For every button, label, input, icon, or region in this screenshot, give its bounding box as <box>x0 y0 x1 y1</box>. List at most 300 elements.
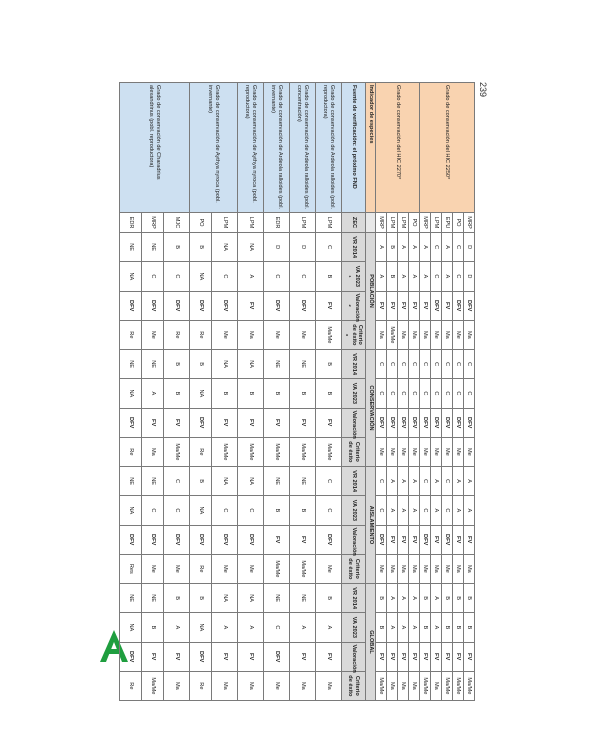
table-cell: C <box>376 467 387 496</box>
table-cell: B <box>464 613 475 642</box>
table-cell: C <box>316 467 342 496</box>
table-cell: NA <box>120 613 142 642</box>
table-cell: DFV <box>453 408 464 437</box>
table-cell: FV <box>420 642 431 671</box>
table-cell: C <box>212 496 238 525</box>
table-header-row <box>366 83 376 701</box>
table-cell: FV <box>409 525 420 554</box>
table-cell: NE <box>120 350 142 379</box>
table-cell: A <box>398 233 409 262</box>
zec-cell: PO <box>190 213 212 233</box>
column-heading: VA 2023 <box>342 613 366 642</box>
table-cell: B <box>164 233 190 262</box>
table-cell: NE <box>142 350 164 379</box>
zec-cell: EPU <box>442 213 453 233</box>
table-cell: NE <box>264 584 290 613</box>
zec-cell: LPM <box>398 213 409 233</box>
table-cell: DFV <box>420 408 431 437</box>
table-cell: C <box>442 379 453 408</box>
zec-cell: MRP <box>376 213 387 233</box>
zec-cell: MRP <box>142 213 164 233</box>
table-cell: C <box>453 350 464 379</box>
table-cell: Me <box>238 554 264 583</box>
column-heading: Valoración ₂ <box>342 291 366 320</box>
table-cell: Ma/Me <box>420 671 431 700</box>
table-cell: A <box>409 262 420 291</box>
table-cell: Ma/Me <box>264 554 290 583</box>
aislamiento-heading: AISLAMIENTO <box>366 467 376 584</box>
table-cell: Me <box>431 320 442 349</box>
table-cell: DFV <box>164 291 190 320</box>
table-cell: DFV <box>264 642 290 671</box>
table-cell: FV <box>164 642 190 671</box>
table-cell: NA <box>212 350 238 379</box>
table-cell: A <box>420 233 431 262</box>
column-heading: Criterio de éxito <box>342 554 366 583</box>
row-label: Grado de conservación del HIC 2270* <box>376 83 420 213</box>
table-cell: DFV <box>120 291 142 320</box>
table-cell: FV <box>238 291 264 320</box>
table-cell: C <box>387 350 398 379</box>
species-label: Grado de conservación de Ardeola ralloides (pobl. concentración) <box>290 83 316 213</box>
table-cell: A <box>316 613 342 642</box>
table-cell: Ma <box>316 671 342 700</box>
table-cell: A <box>290 613 316 642</box>
table-cell: Ma/Me <box>316 437 342 466</box>
table-cell: Ma/Me <box>290 554 316 583</box>
table-cell: A <box>464 496 475 525</box>
table-cell: Ma <box>398 671 409 700</box>
table-cell: DFV <box>431 408 442 437</box>
table-cell: A <box>376 233 387 262</box>
table-cell: Me <box>376 437 387 466</box>
conservacion-heading: CONSERVACIÓN <box>366 350 376 467</box>
table-cell: Ma/Me <box>142 671 164 700</box>
table-cell: Me <box>398 437 409 466</box>
table-cell: Me <box>387 437 398 466</box>
table-cell: FV <box>290 525 316 554</box>
table-row <box>212 83 238 701</box>
table-cell: B <box>316 350 342 379</box>
zec-cell: EDR <box>120 213 142 233</box>
table-cell: DFV <box>376 408 387 437</box>
table-cell: FV <box>409 291 420 320</box>
table-cell: Ma <box>453 554 464 583</box>
table-cell: Me <box>264 320 290 349</box>
table-cell: NE <box>290 350 316 379</box>
table-cell: FV <box>420 291 431 320</box>
species-label: Grado de conservación de Aythya nyroca (pobl. reproductora) <box>238 83 264 213</box>
table-cell: Ma/Me <box>164 437 190 466</box>
table-cell: C <box>409 379 420 408</box>
table-cell: Me <box>442 437 453 466</box>
zec-cell: MJC <box>164 213 190 233</box>
table-cell: C <box>420 350 431 379</box>
table-cell: NA <box>190 379 212 408</box>
table-cell: B <box>238 379 264 408</box>
table-cell: FV <box>164 408 190 437</box>
page-number: 239 <box>478 82 488 98</box>
table-cell: C <box>164 496 190 525</box>
table-cell: FV <box>387 291 398 320</box>
table-cell: C <box>409 350 420 379</box>
table-cell: B <box>453 584 464 613</box>
global-heading: GLOBAL <box>366 584 376 701</box>
table-cell: Ma <box>431 671 442 700</box>
table-cell: FV <box>376 642 387 671</box>
table-cell: A <box>409 233 420 262</box>
table-cell: Ma/Me <box>464 671 475 700</box>
zec-cell: MRP <box>420 213 431 233</box>
table-cell: NA <box>238 467 264 496</box>
table-cell: A <box>398 467 409 496</box>
row-label: Grado de conservación del HIC 2250* <box>420 83 475 213</box>
table-cell: Re <box>120 437 142 466</box>
table-cell: B <box>212 379 238 408</box>
table-cell: Ma/Me <box>212 437 238 466</box>
table-cell: A <box>398 584 409 613</box>
column-heading: Criterio de éxito <box>342 671 366 700</box>
table-cell: Ma <box>212 671 238 700</box>
table-cell: C <box>316 233 342 262</box>
table-cell: Ma/Me <box>376 671 387 700</box>
column-heading: VR 2014 <box>342 467 366 496</box>
table-cell: C <box>142 496 164 525</box>
rotated-table-container <box>127 82 475 700</box>
column-heading: VA 2023 <box>342 379 366 408</box>
table-cell: C <box>420 379 431 408</box>
table-cell: A <box>212 613 238 642</box>
table-cell: NE <box>264 467 290 496</box>
table-cell: A <box>376 262 387 291</box>
zec-cell: LPM <box>212 213 238 233</box>
table-cell: C <box>464 379 475 408</box>
table-cell: Re <box>190 554 212 583</box>
table-cell: B <box>290 496 316 525</box>
table-cell: Ma <box>238 320 264 349</box>
table-cell: C <box>290 262 316 291</box>
table-cell: DFV <box>142 525 164 554</box>
table-row <box>290 83 316 701</box>
zec-cell: LPM <box>290 213 316 233</box>
table-cell: B <box>190 584 212 613</box>
table-cell: Me <box>464 437 475 466</box>
column-heading: Valoración <box>342 525 366 554</box>
table-cell: C <box>164 467 190 496</box>
table-cell: C <box>376 379 387 408</box>
column-heading: Criterio de éxito ₃ <box>342 320 366 349</box>
table-cell: C <box>164 262 190 291</box>
table-cell: Ma <box>238 671 264 700</box>
table-cell: D <box>290 233 316 262</box>
table-cell: Me <box>142 320 164 349</box>
table-cell: C <box>142 262 164 291</box>
table-cell: FV <box>212 408 238 437</box>
table-cell: NE <box>290 467 316 496</box>
table-cell: FV <box>238 642 264 671</box>
poblacion-heading: POBLACIÓN <box>366 233 376 350</box>
table-cell: NE <box>264 350 290 379</box>
table-cell: A <box>409 613 420 642</box>
table-cell: NE <box>142 233 164 262</box>
table-cell: C <box>398 350 409 379</box>
table-cell: B <box>376 613 387 642</box>
table-cell: Me <box>264 671 290 700</box>
table-cell: D <box>464 262 475 291</box>
column-heading: VR 2014 <box>342 584 366 613</box>
table-cell: C <box>387 379 398 408</box>
table-cell: DFV <box>420 525 431 554</box>
table-cell: DFV <box>387 408 398 437</box>
table-cell: B <box>442 584 453 613</box>
table-cell: DFV <box>316 525 342 554</box>
table-cell: Ma <box>431 554 442 583</box>
table-cell: A <box>398 613 409 642</box>
table-cell: DFV <box>409 408 420 437</box>
table-cell: DFV <box>431 291 442 320</box>
table-cell: DFV <box>453 291 464 320</box>
table-cell: NA <box>190 496 212 525</box>
zec-cell: MRP <box>464 213 475 233</box>
table-cell: Re <box>190 671 212 700</box>
table-cell: FV <box>290 408 316 437</box>
table-cell: DFV <box>120 525 142 554</box>
table-cell: NA <box>238 350 264 379</box>
table-cell: NA <box>190 262 212 291</box>
table-cell: Ma <box>409 671 420 700</box>
column-heading: Valoración <box>342 408 366 437</box>
table-cell: A <box>431 613 442 642</box>
table-cell: NA <box>238 233 264 262</box>
table-cell: DFV <box>238 525 264 554</box>
table-cell: B <box>316 379 342 408</box>
table-cell: Ma <box>398 554 409 583</box>
table-cell: A <box>431 467 442 496</box>
table-cell: Ma/Me <box>290 437 316 466</box>
table-cell: Ma <box>142 437 164 466</box>
table-cell: B <box>442 613 453 642</box>
table-cell: C <box>431 379 442 408</box>
table-cell: DFV <box>442 525 453 554</box>
table-cell: Me <box>212 320 238 349</box>
table-cell: DFV <box>264 291 290 320</box>
table-row <box>464 83 475 701</box>
table-cell: A <box>442 233 453 262</box>
column-heading: VA 2023 ₁ <box>342 262 366 291</box>
table-cell: NA <box>120 262 142 291</box>
table-cell: B <box>316 262 342 291</box>
table-cell: DFV <box>398 408 409 437</box>
species-label: Grado de conservación de Ardeola ralloides (pobl. reproductora) <box>316 83 342 213</box>
table-cell: FV <box>398 642 409 671</box>
table-cell: B <box>316 584 342 613</box>
table-cell: A <box>164 613 190 642</box>
table-cell: C <box>238 496 264 525</box>
table-cell: A <box>409 584 420 613</box>
table-cell: DFV <box>164 525 190 554</box>
table-cell: NE <box>120 467 142 496</box>
table-cell: FV <box>453 525 464 554</box>
table-cell: NA <box>212 467 238 496</box>
table-cell: Me <box>164 554 190 583</box>
table-cell: FV <box>264 525 290 554</box>
table-cell: C <box>442 350 453 379</box>
table-cell: B <box>464 584 475 613</box>
table-cell: A <box>442 262 453 291</box>
table-cell: B <box>264 379 290 408</box>
table-cell: C <box>316 496 342 525</box>
species-label: Grado de conservación de Aythya nyroca (pobl. invernante) <box>190 83 238 213</box>
table-cell: C <box>376 496 387 525</box>
table-cell: FV <box>442 291 453 320</box>
table-cell: B <box>376 584 387 613</box>
table-cell: Re <box>120 320 142 349</box>
indicator-heading: Indicador de especies <box>366 83 376 213</box>
table-cell: B <box>420 613 431 642</box>
zec-cell: LPM <box>431 213 442 233</box>
table-cell: Ma/Me <box>238 437 264 466</box>
table-cell: Ma <box>464 554 475 583</box>
zec-cell: LPM <box>316 213 342 233</box>
column-heading: VA 2023 <box>342 496 366 525</box>
table-cell: Me <box>420 437 431 466</box>
table-cell: Ma <box>290 671 316 700</box>
table-row <box>409 83 420 701</box>
zec-cell: EDR <box>264 213 290 233</box>
zec-cell: LPM <box>238 213 264 233</box>
table-cell: NA <box>120 496 142 525</box>
zec-cell: PO <box>409 213 420 233</box>
table-cell: C <box>431 262 442 291</box>
table-cell: Me <box>316 554 342 583</box>
table-cell: FV <box>464 642 475 671</box>
table-cell: Me <box>409 437 420 466</box>
table-cell: DFV <box>190 408 212 437</box>
table-cell: Me <box>442 554 453 583</box>
table-cell: Me <box>290 320 316 349</box>
table-cell: Ma <box>464 320 475 349</box>
table-cell: C <box>442 496 453 525</box>
table-cell: DFV <box>190 525 212 554</box>
table-row <box>238 83 264 701</box>
table-cell: Re <box>190 437 212 466</box>
table-cell: FV <box>409 642 420 671</box>
table-cell: B <box>164 584 190 613</box>
table-cell: FV <box>264 408 290 437</box>
table-cell: B <box>190 233 212 262</box>
table-cell: Me <box>420 554 431 583</box>
table-cell: FV <box>453 642 464 671</box>
table-cell: Ma <box>164 671 190 700</box>
table-row <box>264 83 290 701</box>
table-cell: NE <box>142 467 164 496</box>
table-row <box>164 83 190 701</box>
table-cell: C <box>442 467 453 496</box>
table-cell: Ma/Me <box>264 437 290 466</box>
table-cell: B <box>190 350 212 379</box>
table-cell: C <box>264 262 290 291</box>
table-cell: DFV <box>442 408 453 437</box>
table-cell: B <box>264 496 290 525</box>
table-cell: Ma/Me <box>442 671 453 700</box>
column-heading: VR 2014 <box>342 350 366 379</box>
table-cell: Re <box>190 320 212 349</box>
zec-cell: LPM <box>387 213 398 233</box>
indicators-table <box>119 82 475 701</box>
table-cell: A <box>453 496 464 525</box>
table-cell: Me <box>212 554 238 583</box>
table-cell: FV <box>142 408 164 437</box>
table-cell: B <box>164 350 190 379</box>
table-cell: A <box>387 496 398 525</box>
table-cell: A <box>398 496 409 525</box>
table-cell: Ma <box>442 320 453 349</box>
zec-cell: PO <box>453 213 464 233</box>
column-heading: VR 2014 <box>342 233 366 262</box>
table-cell: NE <box>120 584 142 613</box>
table-cell: C <box>431 233 442 262</box>
source-heading: Fuente de verificación: el próximo FND <box>342 83 366 213</box>
table-cell: FV <box>238 408 264 437</box>
species-label: Grado de conservación de Ardeola ralloides (pobl. invernante) <box>264 83 290 213</box>
table-cell: FV <box>387 525 398 554</box>
column-heading: Valoración <box>342 642 366 671</box>
table-cell: Me <box>376 554 387 583</box>
table-cell: FV <box>316 642 342 671</box>
table-cell: A <box>142 379 164 408</box>
table-header-row <box>342 83 366 701</box>
table-cell: DFV <box>142 291 164 320</box>
table-cell: A <box>387 613 398 642</box>
table-row <box>316 83 342 701</box>
table-cell: Me <box>453 437 464 466</box>
table-cell: A <box>431 496 442 525</box>
table-cell: FV <box>387 642 398 671</box>
table-cell: Ma <box>409 554 420 583</box>
table-cell: DFV <box>190 642 212 671</box>
table-cell: A <box>387 584 398 613</box>
table-cell: C <box>420 496 431 525</box>
table-cell: Ma <box>376 320 387 349</box>
table-cell: Me <box>431 437 442 466</box>
table-cell: B <box>190 467 212 496</box>
table-cell: DFV <box>212 525 238 554</box>
table-cell: C <box>464 350 475 379</box>
zec-heading: ZEC <box>342 213 366 233</box>
table-cell: DFV <box>376 525 387 554</box>
table-cell: Ma <box>387 671 398 700</box>
table-cell: NA <box>212 233 238 262</box>
table-cell: DFV <box>190 291 212 320</box>
table-cell: DFV <box>120 642 142 671</box>
table-cell: B <box>420 584 431 613</box>
table-cell: A <box>431 584 442 613</box>
table-cell: A <box>420 262 431 291</box>
table-cell: FV <box>464 525 475 554</box>
table-cell: Res <box>120 554 142 583</box>
table-cell: Ma <box>387 554 398 583</box>
table-cell: FV <box>142 642 164 671</box>
table-cell: A <box>453 467 464 496</box>
table-cell: FV <box>316 291 342 320</box>
table-cell: C <box>453 262 464 291</box>
table-cell: C <box>264 613 290 642</box>
table-cell: B <box>164 379 190 408</box>
table-cell: B <box>142 613 164 642</box>
table-cell: A <box>387 467 398 496</box>
table-cell: Ma <box>398 320 409 349</box>
table-cell: C <box>376 350 387 379</box>
